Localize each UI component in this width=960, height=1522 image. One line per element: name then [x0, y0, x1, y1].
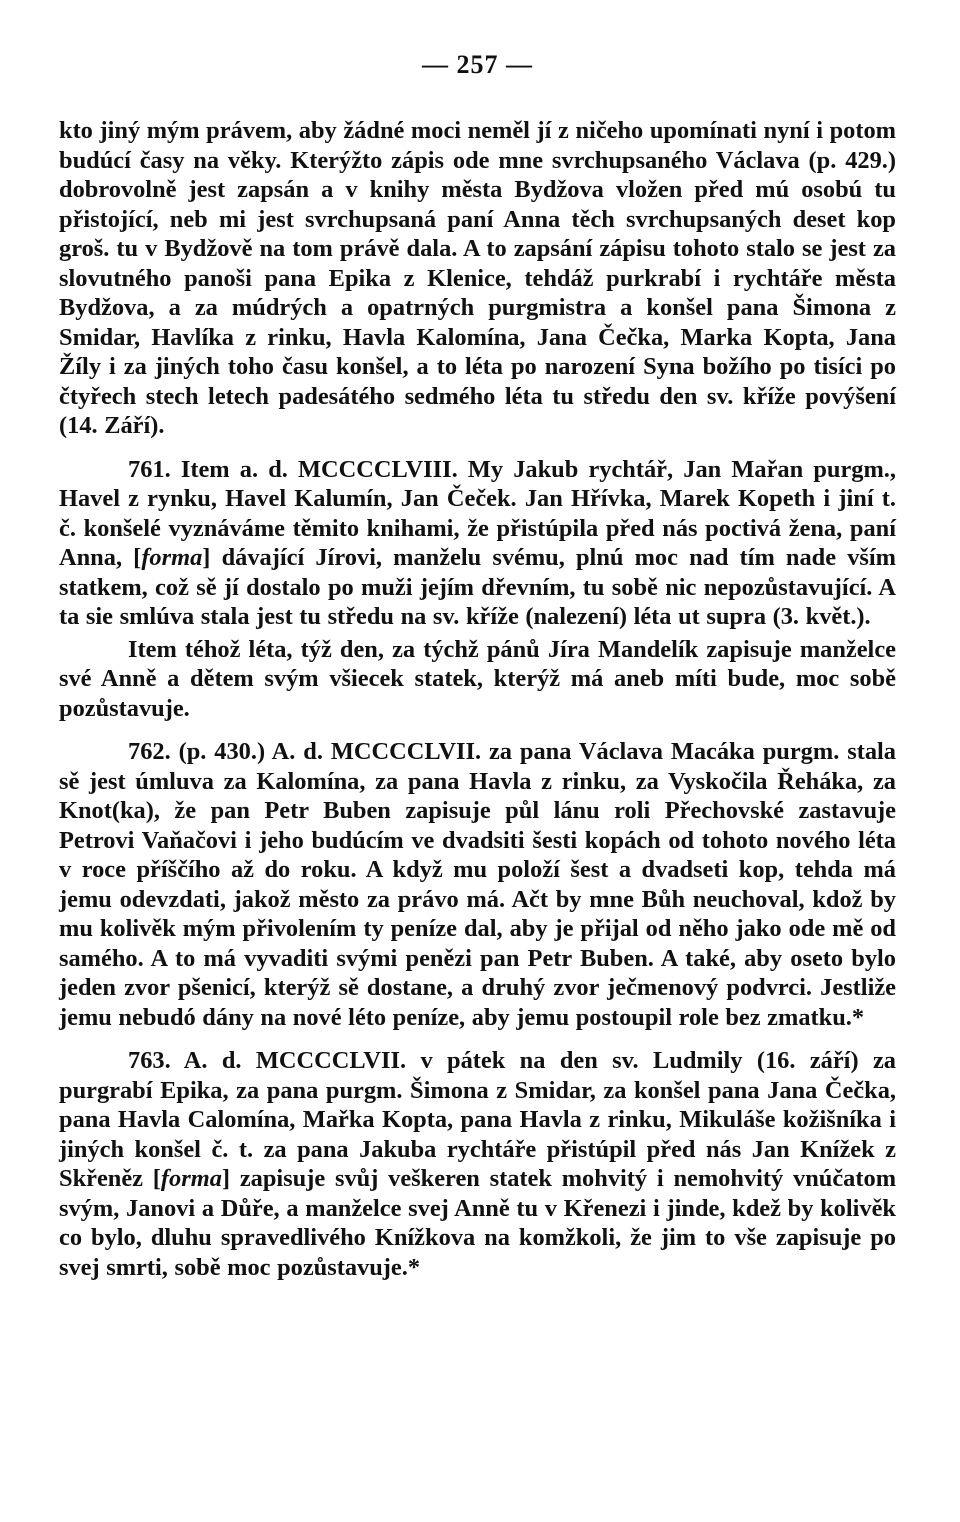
entry-761-text-start: 761. Item a. d. MCCCCLVIII. My Jakub rychtář, Jan Mařan purgm., Havel z rynku, Havel Kalumín, Jan Čeček. Jan Hřívka, Marek Kopeth i jiní t. č. konšelé vyznáváme těmito knihami, že přistúpila před nás poctivá žena, paní Anna, [	[59, 455, 896, 571]
entry-763-text-start: 763. A. d. MCCCCLVII. v pátek na den sv. Ludmily (16. září) za purgrabí Epika, za pana purgm. Šimona z Smidar, za konšel pana Jana Čečka, pana Havla Calomína, Mařka Kopta, pana Havla z rinku, Mikuláše kožišníka i jiných konšel č. t. za pana Jakuba rychtáře přistúpil před nás Jan Knížek z Skřeněz [	[59, 1047, 896, 1192]
paragraph-entry-762: 762. (p. 430.) A. d. MCCCCLVII. za pana Václava Macáka purgm. stala sě jest úmluva za Kalomína, za pana Havla z rinku, za Vyskočila Řeháka, za Knot(ka), že pan Petr Buben zapisuje půl lánu roli Přechovské zastavuje Petrovi Vaňačovi i jeho budúcím ve dvadsiti šesti kopách od tohoto nového léta v roce příščího až do roku. A když mu položí šest a dvadseti kop, tehda má jemu odevzdati, jakož město za právo má. Ačt by mne Bůh neuchoval, kdož by mu kolivěk mým přivolením ty peníze dal, aby je přijal od něho jako ode mě od samého. A to má vyvaditi svými penězi pan Petr Buben. A také, aby oseto bylo jeden zvor pšenicí, kterýž sě dostane, a druhý zvor ječmenový podvrci. Jestliže jemu nebudó dány na nové léto peníze, aby jemu postoupil role bez zmatku.*	[59, 738, 896, 1031]
entry-761-forma: forma	[141, 544, 203, 571]
entry-763-text-end: ] zapisuje svůj veškeren statek mohvitý i nemohvitý vnúčatom svým, Janovi a Důře, a manželce svej Anně tu v Křenezi i jinde, kdež by kolivěk co bylo, dluhu spravedlivého Knížkova na komžkoli, že jim to vše zapisuje po svej smrti, sobě moc pozůstavuje.*	[59, 1165, 897, 1281]
paragraph-entry-763	[59, 1046, 896, 1282]
page-number: — 257 —	[422, 50, 533, 79]
entry-761-text-end: ] dávající Jírovi, manželu svému, plnú moc nad tím nade vším statkem, což sě jí dostalo po muži jejím dřevním, tu sobě nic nepozůstavující. A ta sie smlúva stala jest tu středu na sv. kříže (nalezení) léta ut supra (3. květ.).	[59, 544, 896, 630]
book-page	[59, 48, 896, 1282]
paragraph-continuation: kto jiný mým právem, aby žádné moci neměl jí z ničeho upomínati nyní i potom budúcí časy na věky. Kterýžto zápis ode mne svrchupsaného Václava (p. 429.) dobrovolně jest zapsán a v knihy města Bydžova vložen před mú osobú tu přistojící, neb mi jest svrchupsaná paní Anna těch svrchupsaných deset kop groš. tu v Bydžově na tom právě dala. A to zapsání zápisu tohoto stalo se jest za slovutného panoši pana Epika z Klenice, tehdáž purkrabí i rychtáře města Bydžova, a za múdrých a opatrných purgmistra a konšel pana Šimona z Smidar, Havlíka z rinku, Havla Kalomína, Jana Čečka, Marka Kopta, Jana Žíly i za jiných toho času konšel, a to léta po narození Syna božího po tisíci po čtyřech stech letech padesátého sedmého léta tu středu den sv. kříže povýšení (14. Září).	[59, 117, 896, 439]
entry-763-forma: forma	[160, 1165, 222, 1192]
paragraph-entry-761-item: Item téhož léta, týž den, za týchž pánů Jíra Mandelík zapisuje manželce své Anně a dětem svým všiecek statek, kterýž má aneb míti bude, moc sobě pozůstavuje.	[59, 635, 896, 722]
paragraph-entry-761	[59, 455, 896, 632]
